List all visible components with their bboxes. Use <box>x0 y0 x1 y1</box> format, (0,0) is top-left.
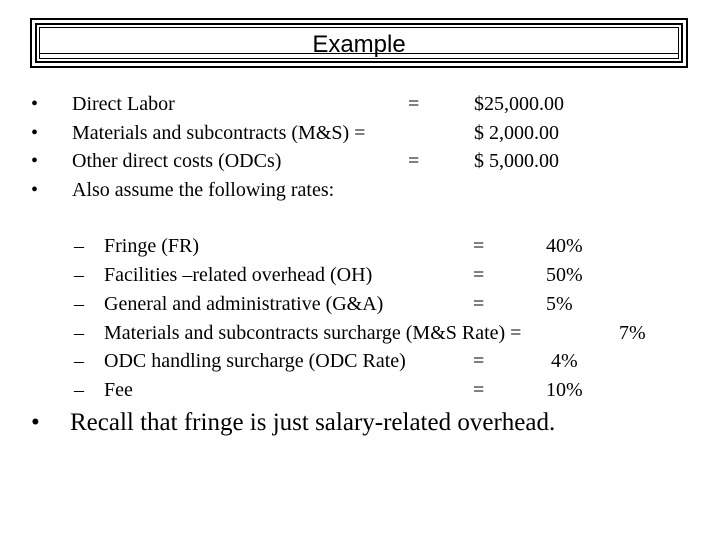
rate-eq-odc-surcharge: = <box>473 350 485 372</box>
cost-label-assume: Also assume the following rates: <box>72 179 335 201</box>
rate-value-facilities: 50% <box>546 264 583 286</box>
rate-label-fringe: Fringe (FR) <box>104 235 199 257</box>
rate-eq-fee: = <box>473 379 485 401</box>
rate-label-fee: Fee <box>104 379 133 401</box>
rate-label-ga: General and administrative (G&A) <box>104 293 384 315</box>
title-frame <box>30 18 688 68</box>
rate-eq-fringe: = <box>473 235 485 257</box>
bullet-icon: • <box>31 179 39 201</box>
slide-title: Example <box>312 31 406 58</box>
cost-value-odc: $ 5,000.00 <box>474 150 559 172</box>
bullet-icon: • <box>31 150 39 172</box>
rate-eq-ga: = <box>473 293 485 315</box>
dash-icon: – <box>74 322 84 344</box>
bullet-icon: • <box>31 122 39 144</box>
rate-eq-facilities: = <box>473 264 485 286</box>
rate-value-ms-surcharge: 7% <box>619 322 646 344</box>
rate-value-fee: 10% <box>546 379 583 401</box>
rate-label-odc-surcharge: ODC handling surcharge (ODC Rate) <box>104 350 406 372</box>
dash-icon: – <box>74 293 84 315</box>
recall-note: Recall that fringe is just salary-related overhead. <box>70 409 556 436</box>
bullet-icon: • <box>31 93 39 115</box>
cost-value-direct-labor: $25,000.00 <box>474 93 564 115</box>
dash-icon: – <box>74 350 84 372</box>
cost-eq-direct-labor: = <box>408 93 420 115</box>
cost-label-direct-labor: Direct Labor <box>72 93 175 115</box>
rate-value-ga: 5% <box>546 293 573 315</box>
dash-icon: – <box>74 235 84 257</box>
rate-label-ms-surcharge: Materials and subcontracts surcharge (M&S Rate) = <box>104 322 522 344</box>
bullet-icon: • <box>31 409 40 436</box>
cost-eq-odc: = <box>408 150 420 172</box>
cost-value-materials: $ 2,000.00 <box>474 122 559 144</box>
rate-label-facilities: Facilities –related overhead (OH) <box>104 264 373 286</box>
cost-label-materials: Materials and subcontracts (M&S) = <box>72 122 366 144</box>
rate-value-odc-surcharge: 4% <box>551 350 578 372</box>
rate-value-fringe: 40% <box>546 235 583 257</box>
dash-icon: – <box>74 264 84 286</box>
cost-label-odc: Other direct costs (ODCs) <box>72 150 282 172</box>
dash-icon: – <box>74 379 84 401</box>
